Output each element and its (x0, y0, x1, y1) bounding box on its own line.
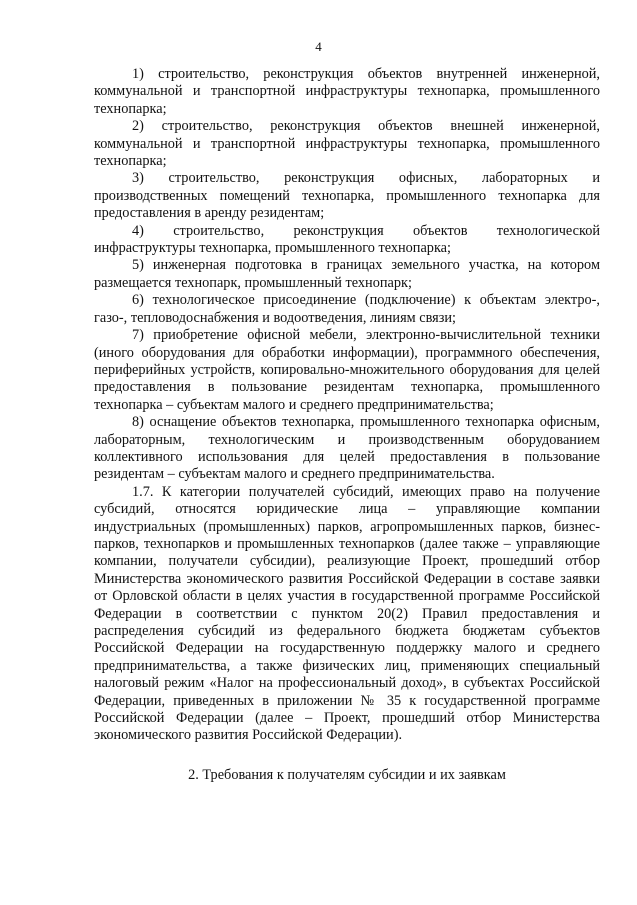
list-item-3: 3) строительство, реконструкция офисных, лабораторных и производственных помещений технопарка, промышленного технопарка для предоставления в аренду резидентам; (94, 170, 600, 222)
list-item-5: 5) инженерная подготовка в границах земельного участка, на котором размещается технопарк, промышленный технопарк; (94, 257, 600, 291)
clause-1-7: 1.7. К категории получателей субсидий, имеющих право на получение субсидий, относятся юридические лица – управляющие компании индустриальных (промышленных) парков, агропромышленных парков, бизнес-парков, технопарков и промышленных технопарков (далее также – управляющие компании, получатели субсидии), реализующие Проект, прошедший отбор Министерства экономического развития Российской Федерации в составе заявки от Орловской области в целях участия в государственной программе Российской Федерации в соответствии с пунктом 20(2) Правил предоставления и распределения субсидий из федерального бюджета бюджетам субъектов Российской Федерации на государственную поддержку малого и среднего предпринимательства, а также физических лиц, применяющих специальный налоговый режим «Налог на профессиональный доход», в субъектах Российской Федерации, приведенных в приложении № 35 к государственной программе Российской Федерации (далее – Проект, прошедший отбор Министерства экономического развития Российской Федерации). (94, 483, 600, 744)
list-item-4: 4) строительство, реконструкция объектов технологической инфраструктуры технопарка, промышленного технопарка; (94, 222, 600, 257)
list-item-6: 6) технологическое присоединение (подключение) к объектам электро-, газо-, тепловодоснабжения и водоотведения, линиям связи; (94, 292, 600, 326)
page-number: 4 (315, 39, 322, 54)
section-heading: 2. Требования к получателям субсидии и их заявкам (188, 766, 506, 783)
list-item-8: 8) оснащение объектов технопарка, промышленного технопарка офисным, лабораторным, технологическим и производственным оборудованием коллективного использования для целей предоставления в пользование резидентам – субъектам малого и среднего предпринимательства. (94, 414, 600, 483)
document-body (94, 66, 600, 784)
list-item-1: 1) строительство, реконструкция объектов внутренней инженерной, коммунальной и транспортной инфраструктуры технопарка, промышленного технопарка; (94, 66, 600, 117)
list-item-7: 7) приобретение офисной мебели, электронно-вычислительной техники (иного оборудования для обработки информации), программного обеспечения, периферийных устройств, копировально-множительного оборудования для целей предоставления в пользование резидентам технопарка, промышленного технопарка – субъектам малого и среднего предпринимательства; (94, 327, 600, 413)
list-item-2: 2) строительство, реконструкция объектов внешней инженерной, коммунальной и транспортной инфраструктуры технопарка, промышленного технопарка; (94, 118, 600, 170)
